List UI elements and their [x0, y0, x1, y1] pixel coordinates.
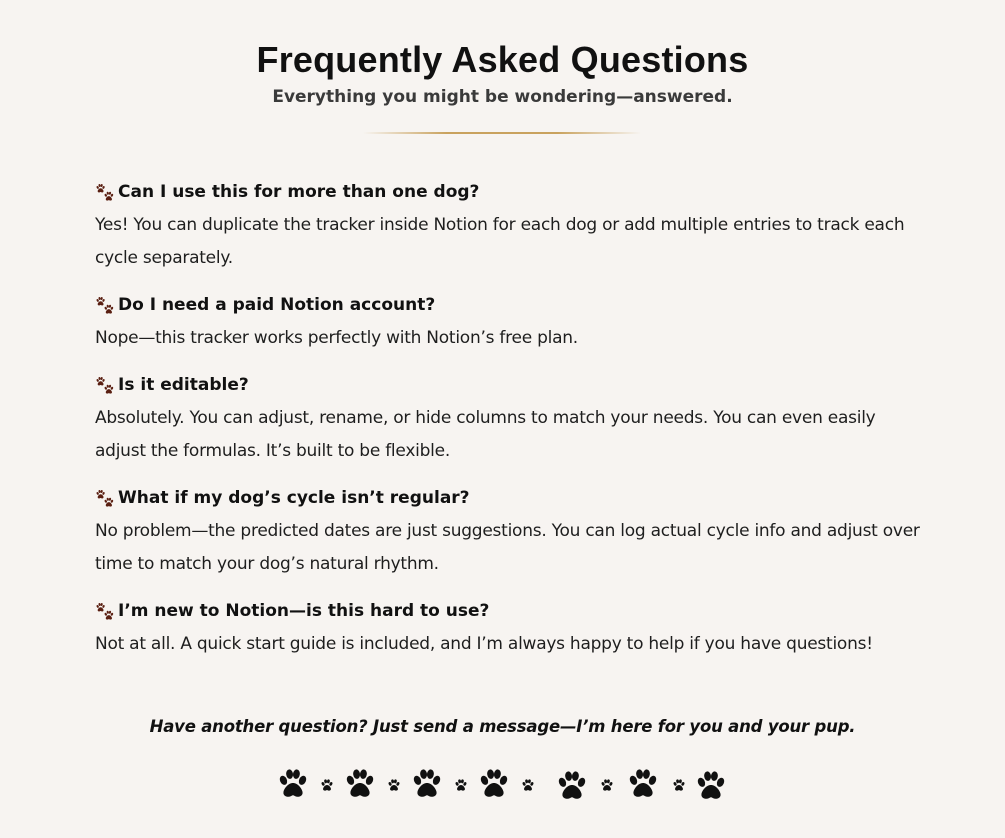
paw-print-icon [95, 489, 114, 508]
question-text: I’m new to Notion—is this hard to use? [118, 601, 490, 621]
answer-text: Not at all. A quick start guide is included, and I’m always happy to help if you have questions! [95, 634, 873, 654]
page-subtitle: Everything you might be wondering—answered. [272, 87, 733, 107]
paw-print-divider [276, 762, 736, 806]
faq-item [95, 597, 925, 661]
paw-print-icon [343, 766, 377, 800]
paw-print-icon [320, 778, 334, 792]
answer-text: Absolutely. You can adjust, rename, or hide columns to match your needs. You can even easily adjust the formulas. It’s built to be flexible. [95, 408, 876, 461]
closing-message: Have another question? Just send a message—I’m here for you and your pup. [149, 716, 856, 736]
answer-text: No problem—the predicted dates are just suggestions. You can log actual cycle info and adjust over time to match your dog’s natural rhythm. [95, 521, 920, 574]
faq-question [95, 597, 925, 625]
paw-print-icon [477, 766, 511, 800]
question-text: Can I use this for more than one dog? [118, 182, 480, 202]
faq-item [95, 371, 925, 468]
faq-item [95, 291, 925, 355]
faq-question [95, 484, 925, 512]
faq-question [95, 178, 925, 206]
question-text: Do I need a paid Notion account? [118, 295, 436, 315]
faq-question [95, 371, 925, 399]
paw-print-icon [95, 296, 114, 315]
paw-print-icon [521, 778, 535, 792]
answer-text: Yes! You can duplicate the tracker inside Notion for each dog or add multiple entries to track each cycle separately. [95, 215, 905, 268]
paw-print-icon [95, 376, 114, 395]
paw-print-icon [95, 602, 114, 621]
paw-print-icon [410, 766, 444, 800]
faq-list [95, 178, 925, 677]
answer-text: Nope—this tracker works perfectly with Notion’s free plan. [95, 328, 578, 348]
page-title: Frequently Asked Questions [256, 39, 749, 80]
faq-question [95, 291, 925, 319]
paw-print-icon [600, 778, 614, 792]
faq-header [0, 38, 1005, 110]
paw-print-icon [276, 766, 310, 800]
paw-print-icon [95, 183, 114, 202]
paw-print-icon [626, 766, 660, 800]
paw-print-icon [672, 778, 686, 792]
paw-print-icon [387, 778, 401, 792]
question-text: What if my dog’s cycle isn’t regular? [118, 488, 470, 508]
paw-print-icon [454, 778, 468, 792]
faq-item [95, 484, 925, 581]
header-divider [363, 132, 641, 134]
paw-print-icon [694, 768, 728, 802]
faq-item [95, 178, 925, 275]
paw-print-icon [555, 768, 589, 802]
question-text: Is it editable? [118, 375, 249, 395]
